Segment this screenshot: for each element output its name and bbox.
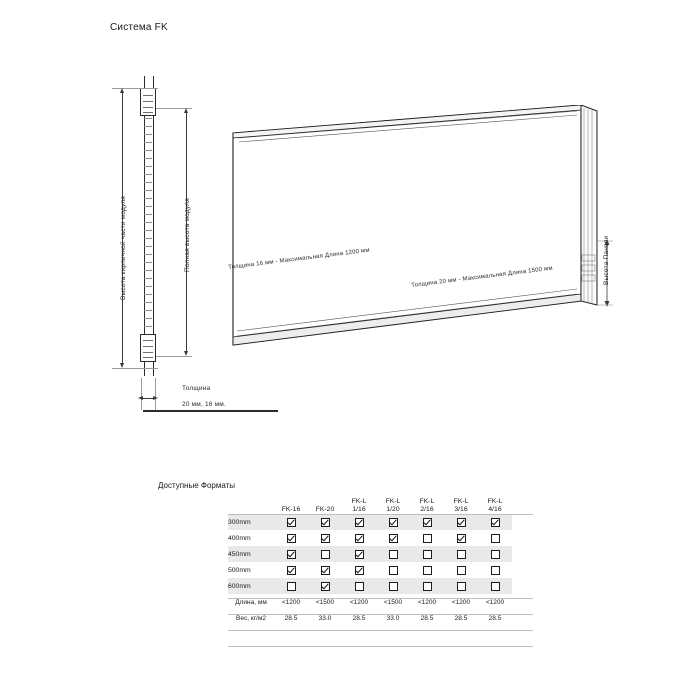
checkbox-checked[interactable] [491, 518, 500, 527]
row-label-600: 600mm [228, 578, 274, 594]
weight-fkl216: 28.5 [410, 610, 444, 626]
weight-fkl416: 28.5 [478, 610, 512, 626]
weight-fkl316: 28.5 [444, 610, 478, 626]
ext-line-thk-left [141, 378, 142, 410]
length-fkl120: <1500 [376, 594, 410, 610]
weight-fkl120: 33.0 [376, 610, 410, 626]
length-fkl316: <1200 [444, 594, 478, 610]
cell-500-fkl116[interactable] [342, 562, 376, 578]
length-fkl216: <1200 [410, 594, 444, 610]
column-header-fkl-1-20-l1: FK-L [385, 498, 401, 506]
table-row [228, 514, 512, 530]
panel-height-label: Высота Панели [603, 235, 610, 285]
cell-450-fkl120[interactable] [376, 546, 410, 562]
weight-fkl116: 28.5 [342, 610, 376, 626]
checkbox-unchecked[interactable] [389, 550, 398, 559]
checkbox-checked[interactable] [287, 518, 296, 527]
cell-600-fkl316[interactable] [444, 578, 478, 594]
cell-300-fkl120[interactable] [376, 514, 410, 530]
cell-300-fkl116[interactable] [342, 514, 376, 530]
cell-500-fk16[interactable] [274, 562, 308, 578]
table-row [228, 530, 512, 546]
cell-600-fk20[interactable] [308, 578, 342, 594]
cell-300-fkl316[interactable] [444, 514, 478, 530]
thickness-label: Толщина [182, 385, 211, 392]
table-row [228, 578, 512, 594]
checkbox-unchecked[interactable] [423, 582, 432, 591]
column-header-fk20 [308, 492, 342, 514]
column-header-fkl-3-16-l2: 3/16 [454, 506, 468, 514]
table-rule-weight [228, 630, 533, 631]
panel-note-20mm: Толщина 20 мм - Максимальная Длина 1500 мм [411, 265, 554, 289]
cell-600-fkl216[interactable] [410, 578, 444, 594]
weight-fk20: 33.0 [308, 610, 342, 626]
checkbox-unchecked[interactable] [287, 582, 296, 591]
column-header-fkl-4-16 [478, 492, 512, 514]
dim-label-brick-height: Высота кирпичной части модуля [120, 195, 127, 300]
cell-600-fkl120[interactable] [376, 578, 410, 594]
cell-500-fkl416[interactable] [478, 562, 512, 578]
cell-450-fkl116[interactable] [342, 546, 376, 562]
cell-300-fkl216[interactable] [410, 514, 444, 530]
column-header-fkl-1-16-l2: 1/16 [352, 506, 366, 514]
table-header-row [228, 492, 512, 514]
table-row-length [228, 594, 512, 610]
ext-line-bottom-1 [112, 368, 158, 369]
cell-400-fkl416[interactable] [478, 530, 512, 546]
length-fkl416: <1200 [478, 594, 512, 610]
column-header-fkl-1-20 [376, 492, 410, 514]
row-label-length: Длина, мм [228, 594, 274, 610]
weight-fk16: 28.5 [274, 610, 308, 626]
checkbox-checked[interactable] [287, 566, 296, 575]
panel-svg [215, 105, 635, 375]
checkbox-unchecked[interactable] [321, 550, 330, 559]
cell-400-fkl216[interactable] [410, 530, 444, 546]
checkbox-checked[interactable] [321, 518, 330, 527]
thickness-value: 20 мм, 16 мм. [182, 401, 226, 408]
profile-bottom-cap [140, 334, 156, 362]
page-title: Система FK [110, 22, 168, 33]
checkbox-unchecked[interactable] [423, 550, 432, 559]
checkbox-unchecked[interactable] [491, 566, 500, 575]
table-row-weight [228, 610, 512, 626]
checkbox-unchecked[interactable] [491, 550, 500, 559]
row-label-weight: Вес, кг/м2 [228, 610, 274, 626]
checkbox-checked[interactable] [287, 534, 296, 543]
cell-500-fkl120[interactable] [376, 562, 410, 578]
table-rule-mid [228, 598, 533, 599]
cell-300-fk20[interactable] [308, 514, 342, 530]
table-rule-length [228, 614, 533, 615]
ground-line [143, 410, 278, 412]
table-caption: Доступные Форматы [158, 481, 236, 490]
checkbox-unchecked[interactable] [389, 582, 398, 591]
cell-450-fkl416[interactable] [478, 546, 512, 562]
checkbox-unchecked[interactable] [457, 550, 466, 559]
ext-line-bottom-2 [156, 356, 192, 357]
column-header-fkl-3-16-l1: FK-L [453, 498, 469, 506]
checkbox-checked[interactable] [389, 518, 398, 527]
checkbox-unchecked[interactable] [491, 534, 500, 543]
checkbox-checked[interactable] [423, 518, 432, 527]
checkbox-unchecked[interactable] [457, 582, 466, 591]
checkbox-checked[interactable] [457, 518, 466, 527]
column-header-fkl-2-16-l1: FK-L [419, 498, 435, 506]
profile-top-cap [140, 88, 156, 116]
checkbox-checked[interactable] [287, 550, 296, 559]
column-header-fkl-2-16-l2: 2/16 [420, 506, 434, 514]
row-label-400: 400mm [228, 530, 274, 546]
column-header-fkl-1-16-l1: FK-L [351, 498, 367, 506]
ext-line-thk-right [155, 378, 156, 410]
dim-arrow-down-1 [120, 363, 124, 368]
column-header-fk16 [274, 492, 308, 514]
cell-500-fkl316[interactable] [444, 562, 478, 578]
dim-label-total-height: Полная высота модуля [184, 198, 191, 272]
length-fkl116: <1200 [342, 594, 376, 610]
cell-400-fk20[interactable] [308, 530, 342, 546]
column-header-fk16-l1: FK-16 [281, 506, 301, 514]
checkbox-unchecked[interactable] [423, 566, 432, 575]
checkbox-unchecked[interactable] [389, 566, 398, 575]
cell-500-fkl216[interactable] [410, 562, 444, 578]
dim-arrow-down-2 [184, 351, 188, 356]
row-label-450: 450mm [228, 546, 274, 562]
checkbox-checked[interactable] [355, 550, 364, 559]
cell-300-fkl416[interactable] [478, 514, 512, 530]
cell-450-fkl216[interactable] [410, 546, 444, 562]
checkbox-checked[interactable] [321, 582, 330, 591]
cell-450-fk16[interactable] [274, 546, 308, 562]
vertical-panel-profile [140, 76, 156, 376]
cell-600-fk16[interactable] [274, 578, 308, 594]
dim-arrow-right-thk [153, 396, 158, 400]
profile-hatching [144, 76, 152, 376]
cell-400-fkl116[interactable] [342, 530, 376, 546]
checkbox-checked[interactable] [355, 534, 364, 543]
column-header-fkl-4-16-l2: 4/16 [488, 506, 502, 514]
checkbox-checked[interactable] [355, 518, 364, 527]
dim-arrow-left-thk [138, 396, 143, 400]
checkbox-unchecked[interactable] [491, 582, 500, 591]
table-rule-bottom [228, 646, 533, 647]
checkbox-checked[interactable] [389, 534, 398, 543]
checkbox-checked[interactable] [355, 566, 364, 575]
checkbox-checked[interactable] [321, 534, 330, 543]
column-header-fkl-3-16 [444, 492, 478, 514]
cell-450-fkl316[interactable] [444, 546, 478, 562]
column-header-fkl-1-20-l2: 1/20 [386, 506, 400, 514]
dim-arrow-up-2 [184, 108, 188, 113]
cell-400-fkl316[interactable] [444, 530, 478, 546]
cell-500-fk20[interactable] [308, 562, 342, 578]
column-header-fkl-2-16 [410, 492, 444, 514]
cell-600-fkl116[interactable] [342, 578, 376, 594]
column-header-fkl-4-16-l1: FK-L [487, 498, 503, 506]
table-rule-top [228, 514, 533, 515]
cell-400-fk16[interactable] [274, 530, 308, 546]
dim-arrow-up-1 [120, 88, 124, 93]
cell-450-fk20[interactable] [308, 546, 342, 562]
column-header-fk20-l1: FK-20 [315, 506, 335, 514]
cell-600-fkl416[interactable] [478, 578, 512, 594]
panel-note-16mm: Толщина 16 мм - Максимальная Длина 1200 мм [228, 247, 371, 271]
checkbox-checked[interactable] [457, 534, 466, 543]
table-row [228, 562, 512, 578]
column-header-fkl-1-16 [342, 492, 376, 514]
header-corner [228, 492, 274, 514]
checkbox-unchecked[interactable] [423, 534, 432, 543]
checkbox-checked[interactable] [321, 566, 330, 575]
table-row [228, 546, 512, 562]
checkbox-unchecked[interactable] [355, 582, 364, 591]
row-label-300: 300mm [228, 514, 274, 530]
checkbox-unchecked[interactable] [457, 566, 466, 575]
length-fk20: <1500 [308, 594, 342, 610]
cell-300-fk16[interactable] [274, 514, 308, 530]
cell-400-fkl120[interactable] [376, 530, 410, 546]
row-label-500: 500mm [228, 562, 274, 578]
length-fk16: <1200 [274, 594, 308, 610]
formats-table [228, 492, 512, 626]
isometric-panel-drawing [215, 105, 635, 375]
